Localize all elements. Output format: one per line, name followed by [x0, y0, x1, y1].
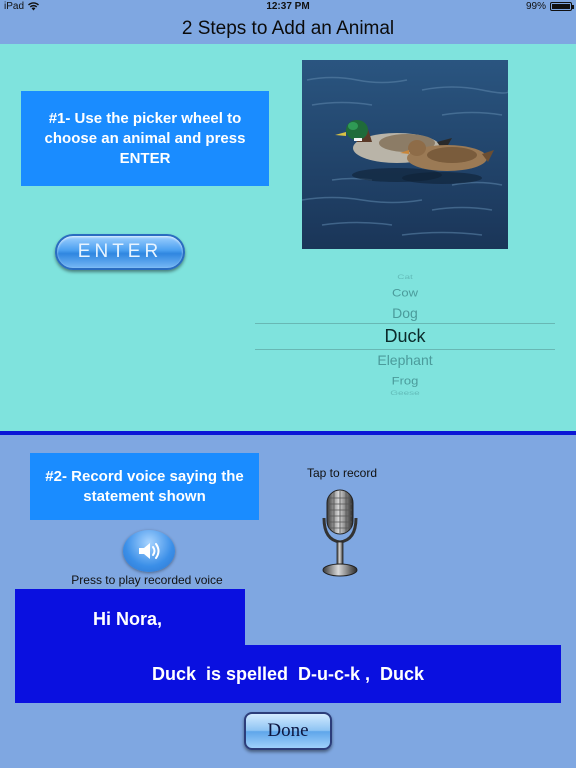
picker-selection-bottom: [255, 349, 555, 350]
picker-item-cow[interactable]: Cow: [391, 286, 418, 299]
picker-item-duck[interactable]: Duck: [384, 326, 426, 346]
step1-instructions: #1- Use the picker wheel to choose an animal and press ENTER: [21, 91, 269, 186]
picker-item-frog[interactable]: Frog: [391, 374, 419, 387]
picker-item-geese[interactable]: Geese: [390, 390, 420, 397]
page-title: 2 Steps to Add an Animal: [0, 14, 576, 44]
tap-to-record-label: Tap to record: [306, 466, 378, 480]
battery-icon: [550, 2, 572, 11]
battery-percent: 99%: [525, 1, 546, 12]
play-recorded-voice-label: Press to play recorded voice: [71, 573, 223, 587]
step2-instructions: #2- Record voice saying the statement shown: [30, 453, 259, 520]
spelling-statement: Duck is spelled D-u-c-k , Duck: [15, 645, 561, 703]
animal-picker-wheel[interactable]: [255, 266, 555, 402]
greeting-text: Hi Nora,: [15, 589, 245, 645]
microphone-icon[interactable]: [320, 488, 362, 584]
enter-button[interactable]: ENTER: [55, 234, 185, 270]
speaker-icon: [136, 540, 162, 562]
status-bar: [0, 0, 576, 14]
picker-item-cat[interactable]: Cat: [397, 274, 413, 281]
picker-item-dog[interactable]: Dog: [392, 305, 418, 321]
done-button[interactable]: Done: [244, 712, 332, 750]
device-label: iPad: [4, 1, 25, 12]
play-recording-button[interactable]: [123, 530, 175, 572]
duck-photo: [302, 60, 508, 249]
picker-item-elephant[interactable]: Elephant: [377, 352, 433, 368]
picker-selection-top: [255, 323, 555, 324]
status-time: 12:37 PM: [266, 1, 310, 12]
